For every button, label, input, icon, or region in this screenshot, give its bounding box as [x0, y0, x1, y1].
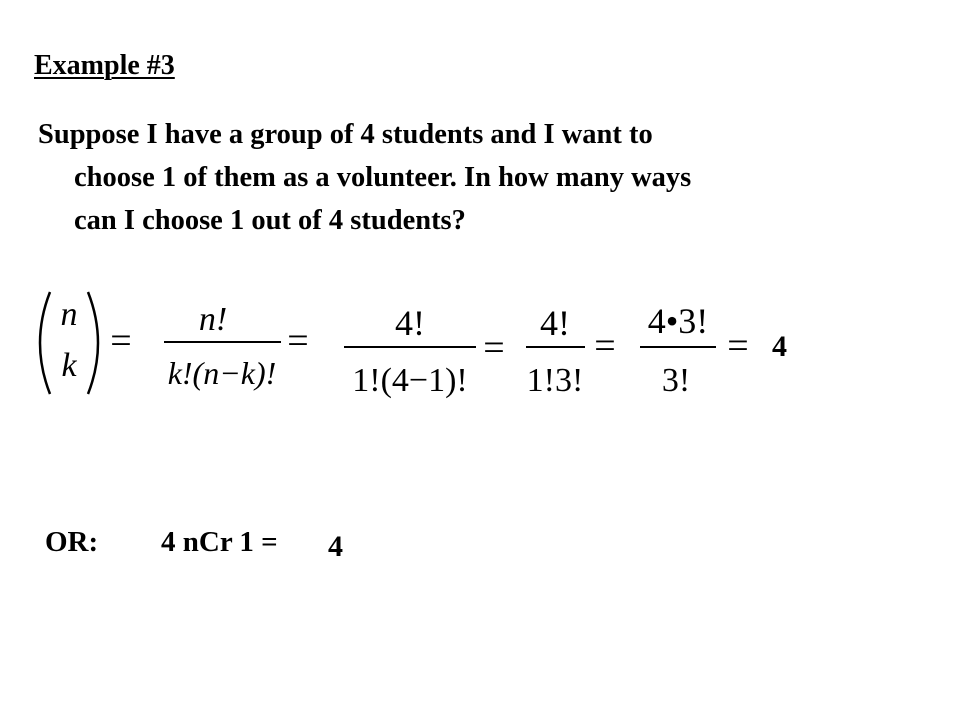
equals-sign-2: =: [287, 320, 309, 362]
fraction-expanded-numerator: 4•3!: [647, 301, 709, 341]
calculator-result: 4: [328, 530, 343, 563]
fraction-simplified: [526, 303, 585, 399]
fraction-substituted-denominator: 1!(4−1)!: [352, 362, 468, 399]
fraction-substituted: [344, 303, 476, 399]
calculator-expression: 4 nCr 1 =: [161, 526, 278, 558]
problem-line-1: Suppose I have a group of 4 students and I want to: [38, 119, 653, 150]
equals-sign-4: =: [594, 325, 616, 367]
formula-result: 4: [772, 330, 787, 363]
equals-sign-3: =: [483, 327, 505, 369]
binomial-coefficient: [40, 292, 98, 394]
fraction-general-numerator: n!: [198, 301, 228, 338]
fraction-general: [164, 301, 281, 391]
fraction-substituted-numerator: 4!: [395, 303, 425, 343]
fraction-simplified-numerator: 4!: [540, 303, 570, 343]
problem-line-3: can I choose 1 out of 4 students?: [74, 205, 466, 236]
fraction-expanded-denominator: 3!: [661, 362, 691, 399]
fraction-expanded: [640, 301, 716, 399]
binom-bottom: k: [61, 347, 77, 384]
problem-line-2: choose 1 of them as a volunteer. In how many ways: [74, 162, 692, 193]
right-paren: [88, 292, 98, 394]
equals-sign-1: =: [110, 320, 132, 362]
left-paren: [40, 292, 50, 394]
or-label: OR:: [45, 526, 99, 558]
example-heading: Example #3: [34, 50, 175, 81]
equals-sign-5: =: [727, 325, 749, 367]
binom-top: n: [60, 296, 78, 333]
fraction-simplified-denominator: 1!3!: [526, 362, 584, 399]
fraction-general-denominator: k!(n−k)!: [167, 355, 277, 391]
